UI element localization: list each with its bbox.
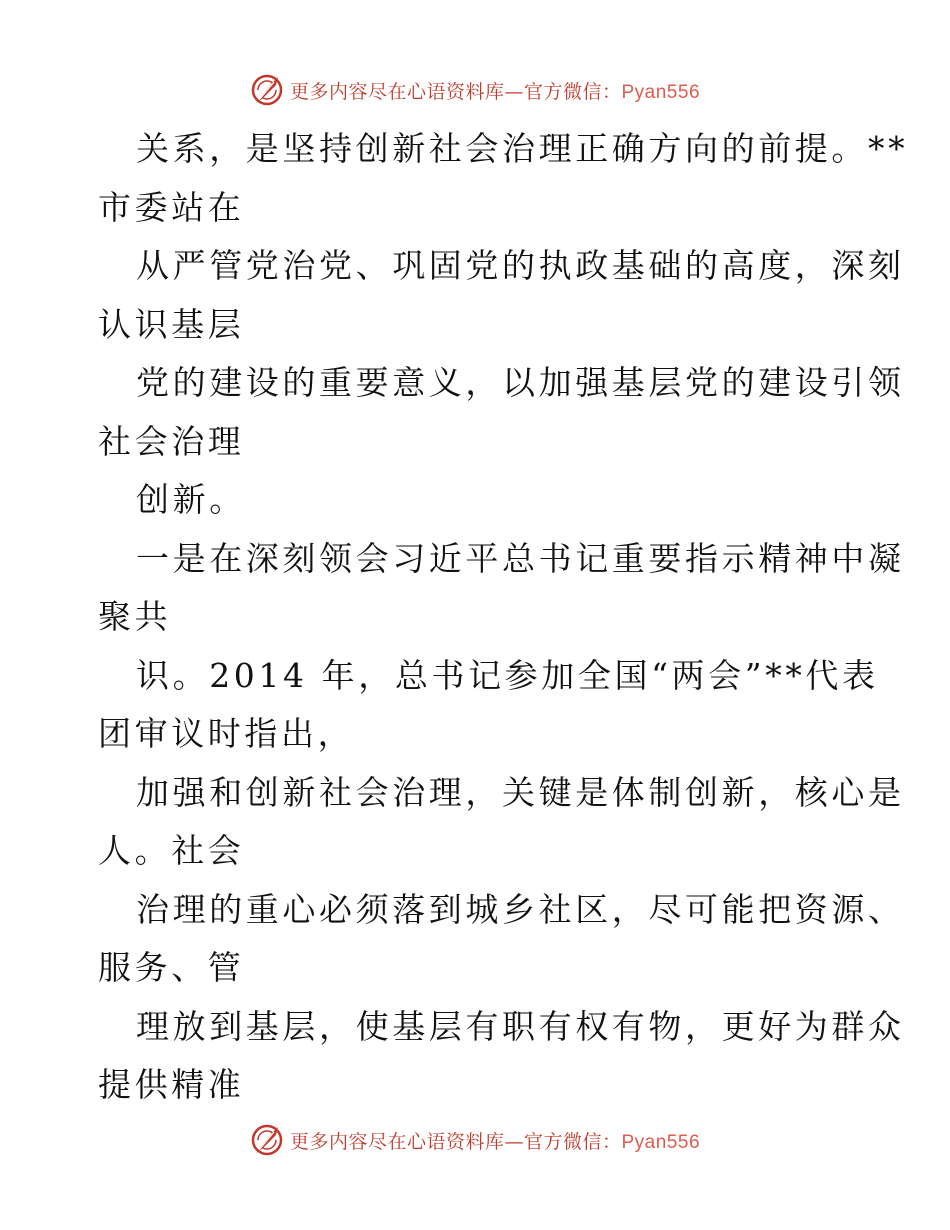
- body-text-line: 市委站在: [98, 187, 245, 227]
- header-wechat-id: Pyan556: [621, 81, 701, 103]
- quill-logo-icon: [250, 1123, 284, 1157]
- body-text-line: 理放到基层，使基层有职有权有物，更好为群众: [136, 1006, 905, 1046]
- footer-banner-text: [290, 1127, 700, 1154]
- body-text-line: 一是在深刻领会习近平总书记重要指示精神中凝: [136, 538, 905, 578]
- document-body: [98, 120, 909, 1115]
- header-banner-label: 更多内容尽在心语资料库—官方微信：: [289, 80, 622, 103]
- body-text-line: 加强和创新社会治理，关键是体制创新，核心是: [136, 772, 905, 812]
- quill-logo-icon: [250, 73, 284, 107]
- body-text-line: 认识基层: [98, 304, 245, 344]
- body-text-line: 治理的重心必须落到城乡社区，尽可能把资源、: [136, 889, 905, 929]
- body-text-line: 社会治理: [98, 421, 245, 461]
- body-text-line: 聚共: [98, 597, 172, 636]
- body-text-line: 识。2014 年，总书记参加全国“两会”**代表: [136, 655, 879, 695]
- body-text-line: 提供精准: [98, 1065, 245, 1104]
- body-text-line: 团审议时指出，: [98, 714, 355, 753]
- body-text-line: 人。社会: [98, 831, 245, 870]
- header-banner-text: [290, 77, 700, 104]
- body-text-line: 服务、管: [98, 948, 245, 987]
- footer-banner-label: 更多内容尽在心语资料库—官方微信：: [289, 1130, 622, 1153]
- header-banner: [0, 70, 950, 110]
- body-text-line: 从严管党治党、巩固党的执政基础的高度，深刻: [136, 246, 905, 285]
- body-text-line: 关系，是坚持创新社会治理正确方向的前提。**: [136, 129, 909, 168]
- footer-wechat-id: Pyan556: [621, 1131, 701, 1153]
- body-text-line: 党的建设的重要意义，以加强基层党的建设引领: [136, 363, 905, 402]
- footer-banner: [0, 1120, 950, 1160]
- body-text-line: 创新。: [136, 480, 246, 519]
